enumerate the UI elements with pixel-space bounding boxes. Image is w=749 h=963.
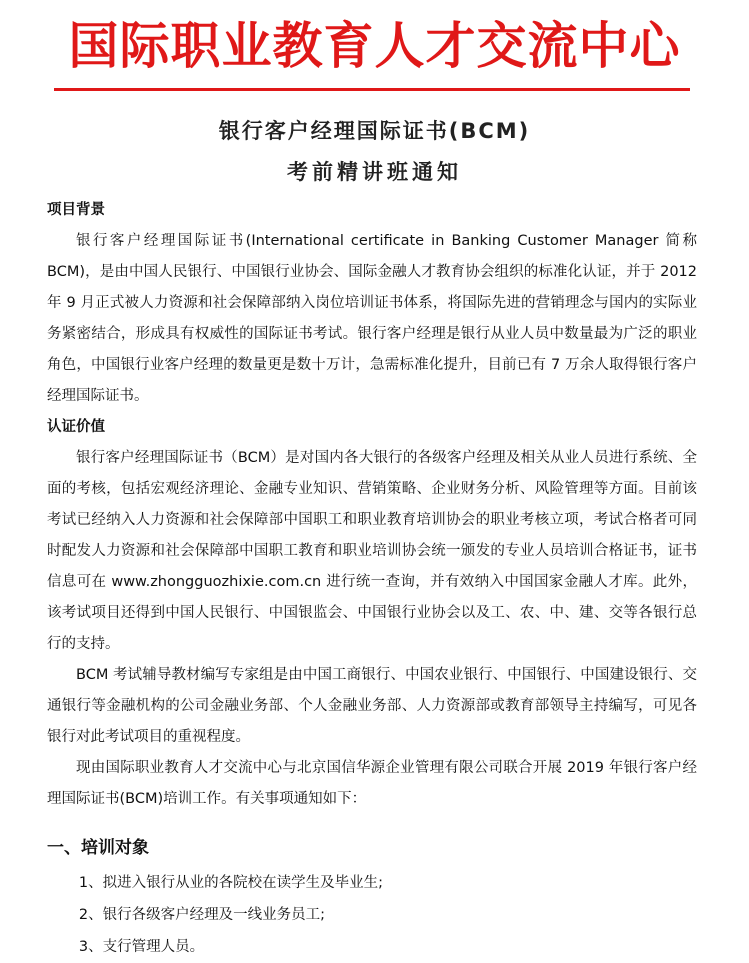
- header-divider: [54, 88, 690, 91]
- list-item: 1、拟进入银行从业的各院校在读学生及毕业生;: [78, 875, 383, 891]
- document-subtitle: 考前精讲班通知: [287, 160, 462, 184]
- value-paragraph-2: BCM 考试辅导教材编写专家组是由中国工商银行、中国农业银行、中国银行、中国建设银行、交通银行等金融机构的公司金融业务部、个人金融业务部、人力资源部或教育部领导主持编写，可见各银行对此考试项目的重视程度。: [47, 667, 697, 745]
- section-heading-background: 项目背景: [47, 202, 105, 218]
- background-paragraph: 银行客户经理国际证书(International certificate in Banking Customer Manager 简称 BCM)，是由中国人民银行、中国银行业协会、国际金融人才教育协会组织的标准化认证，并于 2012 年 9 月正式被人力资源和社会保障部纳入岗位培训证书体系，将国际先进的营销理念与国内的实际业务紧密结合，形成具有权威性的国际证书考试。银行客户经理是银行从业人员中数量最为广泛的职业角色，中国银行业客户经理的数量更是数十万计，急需标准化提升，目前已有 7 万余人取得银行客户经理国际证书。: [47, 233, 697, 404]
- value-paragraph-1: 银行客户经理国际证书（BCM）是对国内各大银行的各级客户经理及相关从业人员进行系统、全面的考核，包括宏观经济理论、金融专业知识、营销策略、企业财务分析、风险管理等方面。目前该考试已经纳入人力资源和社会保障部中国职工和职业教育培训协会的职业考核立项，考试合格者可同时配发人力资源和社会保障部中国职工教育和职业培训协会统一颁发的专业人员培训合格证书，证书信息可在 www.zhongguozhixie.com.cn 进行统一查询，并有效纳入中国国家金融人才库。此外，该考试项目还得到中国人民银行、中国银监会、中国银行业协会以及工、农、中、建、交等各银行总行的支持。: [47, 450, 697, 652]
- document-title: 银行客户经理国际证书(BCM): [218, 119, 531, 143]
- section-heading-training-target: 一、培训对象: [47, 838, 149, 858]
- org-title: 国际职业教育人才交流中心: [68, 17, 681, 75]
- section-heading-value: 认证价值: [47, 419, 105, 435]
- document-body: [47, 195, 697, 963]
- list-item: 3、支行管理人员。: [78, 939, 205, 955]
- list-item: 2、银行各级客户经理及一线业务员工;: [78, 907, 325, 923]
- value-paragraph-3: 现由国际职业教育人才交流中心与北京国信华源企业管理有限公司联合开展 2019 年银行客户经理国际证书(BCM)培训工作。有关事项通知如下：: [47, 760, 697, 807]
